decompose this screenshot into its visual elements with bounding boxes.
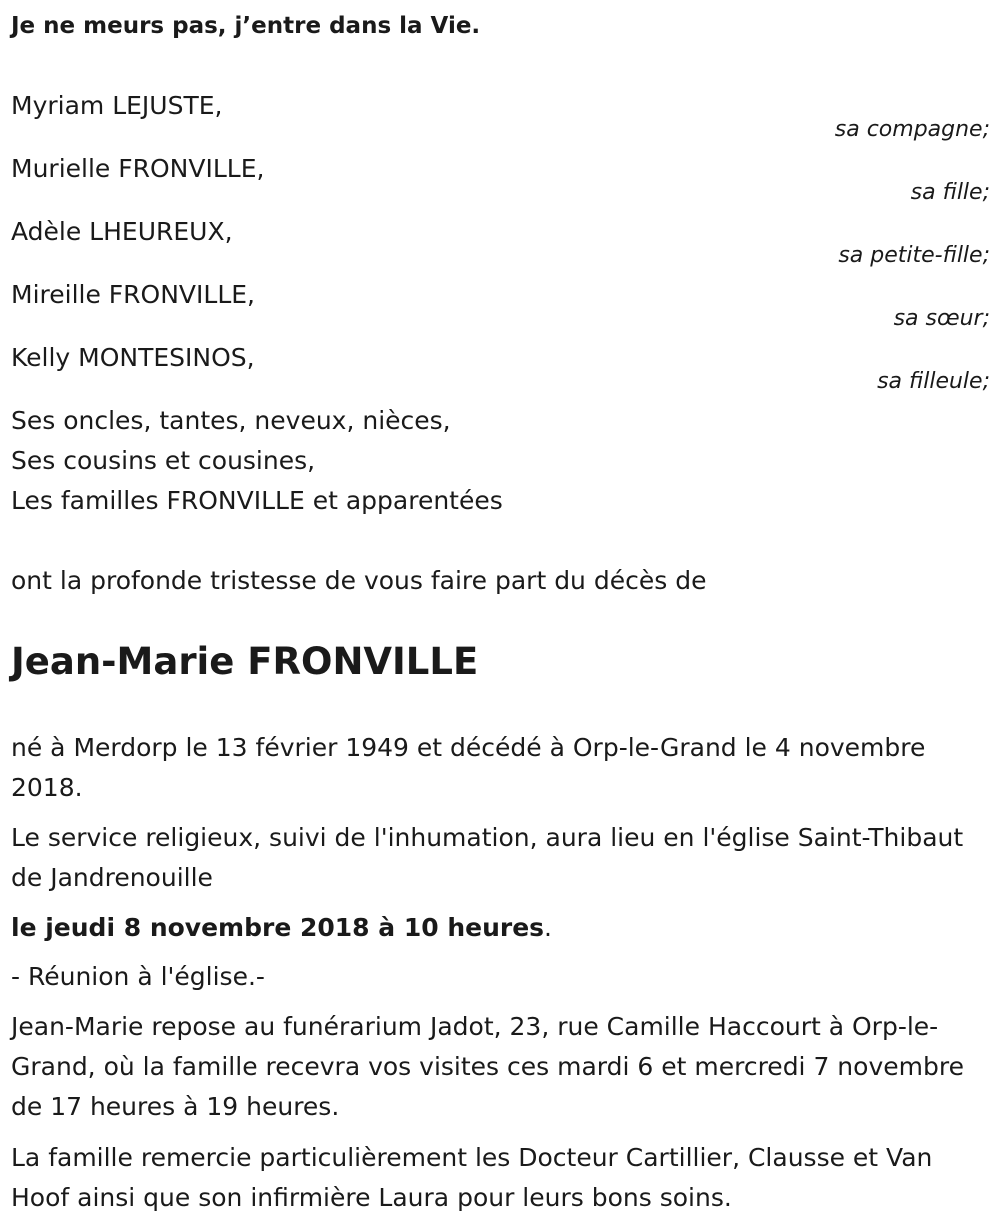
deceased-name: Jean-Marie FRONVILLE	[11, 640, 479, 683]
service-date-end: .	[544, 913, 552, 942]
family-member-relation: sa petite-fille;	[838, 243, 990, 268]
other-relatives-line: Ses oncles, tantes, neveux, nièces,	[11, 406, 451, 435]
service-date: le jeudi 8 novembre 2018 à 10 heures	[11, 913, 545, 942]
family-member-relation: sa fille;	[910, 180, 990, 205]
other-relatives-line: Les familles FRONVILLE et apparentées	[11, 486, 503, 515]
family-member-name: Mireille FRONVILLE,	[11, 280, 255, 309]
visitation-text: Jean-Marie repose au funérarium Jadot, 23, rue Camille Haccourt à Orp-le-Grand, où la famille recevra vos visites ces mardi 6 et mercredi 7 novembre de 17 heures à 19 heures.	[11, 1012, 964, 1121]
family-member-relation: sa sœur;	[893, 306, 990, 331]
other-relatives-line: Ses cousins et cousines,	[11, 446, 316, 475]
family-member-relation: sa compagne;	[834, 117, 990, 142]
service-text: Le service religieux, suivi de l'inhumation, aura lieu en l'église Saint-Thibaut de Jandrenouille	[11, 823, 964, 892]
family-member-relation: sa filleule;	[877, 369, 990, 394]
epigraph: Je ne meurs pas, j’entre dans la Vie.	[11, 13, 481, 39]
family-member-name: Myriam LEJUSTE,	[11, 91, 223, 120]
service-date-line	[11, 908, 991, 948]
family-member-name: Kelly MONTESINOS,	[11, 343, 255, 372]
birth-death-text: né à Merdorp le 13 février 1949 et décédé à Orp-le-Grand le 4 novembre 2018.	[11, 733, 926, 802]
family-member-name: Murielle FRONVILLE,	[11, 154, 265, 183]
family-member-name: Adèle LHEUREUX,	[11, 217, 233, 246]
meeting-text: - Réunion à l'église.-	[11, 962, 265, 991]
announcement-text: ont la profonde tristesse de vous faire part du décès de	[11, 566, 707, 595]
thanks-text: La famille remercie particulièrement les Docteur Cartillier, Clausse et Van Hoof ainsi que son infirmière Laura pour leurs bons soins.	[11, 1143, 933, 1212]
